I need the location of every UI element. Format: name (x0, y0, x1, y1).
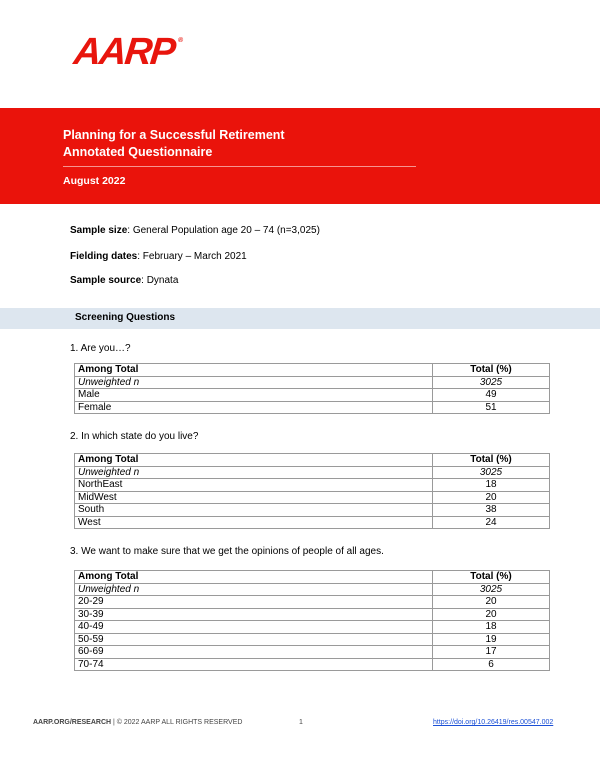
question-3: 3. We want to make sure that we get the opinions of people of all ages. (70, 546, 384, 557)
sample-size: Sample size: General Population age 20 – 74 (n=3,025) (70, 225, 320, 236)
table-row: 50-59 19 (75, 633, 550, 646)
table-row: Unweighted n 3025 (75, 583, 550, 596)
question-3-table (74, 570, 550, 671)
table-row: Unweighted n 3025 (75, 376, 550, 389)
page-number: 1 (299, 719, 303, 726)
table-row: South 38 (75, 504, 550, 517)
document-subtitle: Annotated Questionnaire (63, 145, 213, 159)
title-banner (0, 108, 600, 204)
table-row: 70-74 6 (75, 658, 550, 671)
table-row: Unweighted n 3025 (75, 466, 550, 479)
table-row: NorthEast 18 (75, 479, 550, 492)
sample-source: Sample source: Dynata (70, 275, 179, 286)
section-header (0, 308, 600, 329)
document-title: Planning for a Successful Retirement (63, 128, 285, 142)
table-row: 30-39 20 (75, 608, 550, 621)
table-row: Male 49 (75, 389, 550, 402)
table-row: 60-69 17 (75, 646, 550, 659)
banner-divider (63, 166, 416, 167)
document-date: August 2022 (63, 175, 126, 187)
question-2-table (74, 453, 550, 529)
question-1: 1. Are you…? (70, 343, 131, 354)
table-row: 20-29 20 (75, 596, 550, 609)
footer-credit: AARP.ORG/RESEARCH | © 2022 AARP ALL RIGHTS RESERVED (33, 719, 243, 726)
table-row: MidWest 20 (75, 491, 550, 504)
fielding-dates: Fielding dates: February – March 2021 (70, 251, 247, 262)
question-1-table (74, 363, 550, 414)
question-2: 2. In which state do you live? (70, 431, 199, 442)
table-header-row: Among Total Total (%) (75, 364, 550, 377)
table-row: 40-49 18 (75, 621, 550, 634)
table-row: West 24 (75, 516, 550, 529)
table-header-row: Among Total Total (%) (75, 454, 550, 467)
table-header-row: Among Total Total (%) (75, 571, 550, 584)
doi-link[interactable]: https://doi.org/10.26419/res.00547.002 (433, 719, 554, 726)
section-title: Screening Questions (75, 312, 176, 323)
aarp-logo: AARP ® (71, 31, 184, 73)
table-row: Female 51 (75, 401, 550, 414)
